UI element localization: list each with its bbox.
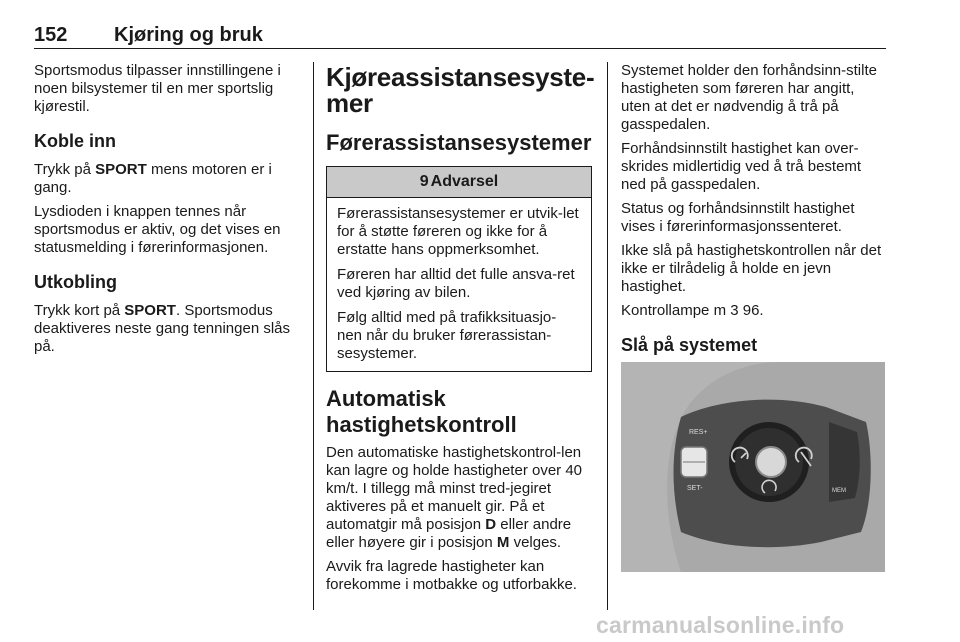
- warning-body: [327, 198, 591, 371]
- sport-keyword: SPORT: [124, 302, 176, 319]
- column-2: [326, 62, 595, 594]
- warning-icon: 9: [419, 173, 429, 190]
- gear-d-keyword: D: [485, 516, 497, 533]
- page-title: Kjøring og bruk: [114, 24, 263, 46]
- sub-heading: Førerassistansesystemer: [326, 130, 592, 155]
- cruise-indicator-icon: m: [713, 302, 727, 319]
- center-button: [756, 447, 786, 477]
- warning-title: Advarsel: [430, 173, 499, 190]
- cruise-control-paragraph-1: Den automatiske hastighetskontrol-len kan lagre og holde hastigheter over 40 km/t. I tillegg må minst tred-jegiret aktiveres på et manuelt gir. På et automatgir må posisjon D eller andre eller høyere gir i posisjon M velges.: [326, 444, 583, 551]
- warning-paragraph-1: Førerassistansesystemer er utvik-let for å støtte føreren og ikke for å erstatte hans oppmerksomhet.: [337, 205, 579, 258]
- column-divider-2: [607, 62, 608, 610]
- warning-paragraph-2: Føreren har alltid det fulle ansva-ret ved kjøring av bilen.: [337, 266, 575, 301]
- utkobling-paragraph: Trykk kort på SPORT. Sportsmodus deaktiveres neste gang tenningen slås på.: [34, 302, 291, 355]
- utkobling-heading: Utkobling: [34, 272, 117, 292]
- col3-paragraph-1: Systemet holder den forhåndsinn-stilte hastigheten som føreren har angitt, uten at det er nødvendig å trå på gasspedalen.: [621, 62, 877, 133]
- gear-m-keyword: M: [496, 534, 510, 551]
- main-heading: Kjøreassistansesyste-mer: [326, 62, 595, 118]
- sport-keyword: SPORT: [95, 161, 147, 178]
- warning-header: [327, 167, 591, 198]
- watermark: carmanualsonline.info: [596, 612, 845, 638]
- page-header: [34, 14, 886, 49]
- koble-inn-paragraph-2: Lysdioden i knappen tennes når sportsmodus er aktiv, og det vises en statusmelding i førerinformasjonen.: [34, 203, 281, 256]
- col3-paragraph-4: Ikke slå på hastighetskontrollen når det ikke er tilrådelig å holde en jevn hastighet.: [621, 242, 882, 295]
- indicator-lamp-reference: Kontrollampe m 3 96.: [621, 302, 764, 319]
- column-divider-1: [313, 62, 314, 610]
- page-number: 152: [34, 24, 68, 46]
- koble-inn-heading: Koble inn: [34, 131, 116, 151]
- slaa-paa-heading: Slå på systemet: [621, 335, 758, 355]
- warning-box: [326, 166, 592, 372]
- koble-inn-paragraph-1: Trykk på SPORT mens motoren er i gang.: [34, 161, 272, 196]
- column-3: [621, 62, 887, 356]
- col3-paragraph-2: Forhåndsinnstilt hastighet kan over-skrides midlertidig ved å trå bestemt ned på gasspedalen.: [621, 140, 862, 193]
- warning-paragraph-3: Følg alltid med på trafikksituasjo-nen når du bruker førerassistan-sesystemer.: [337, 309, 557, 362]
- steering-wheel-controls-figure: [621, 362, 885, 572]
- cruise-control-paragraph-2: Avvik fra lagrede hastigheter kan forekomme i motbakke og utforbakke.: [326, 558, 577, 593]
- col3-paragraph-3: Status og forhåndsinnstilt hastighet vises i førerinformasjonssenteret.: [621, 200, 855, 235]
- set-label: SET-: [687, 485, 703, 492]
- mem-label: MEM: [832, 488, 846, 494]
- res-label: RES+: [689, 429, 708, 436]
- intro-paragraph: Sportsmodus tilpasser innstillingene i noen bilsystemer til en mer sportslig kjørestil.: [34, 62, 281, 115]
- column-1: [34, 62, 302, 356]
- cruise-control-heading: Automatisk hastighetskontroll: [326, 386, 517, 437]
- page-reference-icon: 3: [730, 302, 739, 319]
